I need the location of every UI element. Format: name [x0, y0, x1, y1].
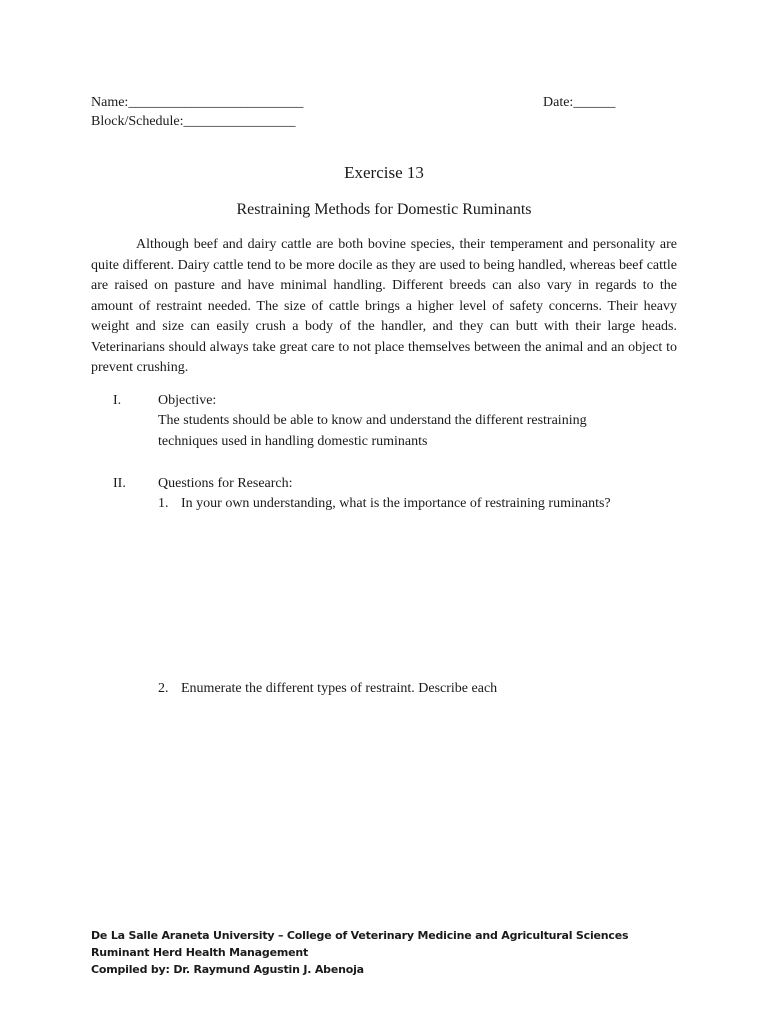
question-number: 1. [158, 496, 169, 511]
section-heading-objective: Objective: [158, 393, 217, 408]
question-text: In your own understanding, what is the importance of restraining ruminants? [181, 496, 611, 511]
footer-institution: De La Salle Araneta University – College of Veterinary Medicine and Agricultural Sciences [91, 929, 629, 942]
question-text: Enumerate the different types of restraint. Describe each [181, 681, 498, 696]
name-field: Name:_________________________ [91, 95, 304, 110]
footer-course: Ruminant Herd Health Management [91, 946, 309, 959]
exercise-subtitle: Restraining Methods for Domestic Ruminants [236, 201, 532, 218]
objective-text-line: techniques used in handling domestic ruminants [158, 434, 428, 449]
intro-paragraph: Although beef and dairy cattle are both bovine species, their temperament and personality are quite different. Dairy cattle tend to be more docile as they are used to being handled, whereas beef cattle are raised on pasture and have minimal handling. Different breeds can also vary in regards to the amount of restraint needed. The size of cattle brings a higher level of safety concerns. Their heavy weight and size can easily crush a body of the handler, and they can butt with their large heads. Veterinarians should always take great care to not place themselves between the animal and an object to prevent crushing. [91, 237, 677, 375]
section-heading-questions: Questions for Research: [158, 476, 293, 491]
date-field: Date:______ [543, 95, 616, 110]
objective-text-line: The students should be able to know and understand the different restraining [158, 413, 587, 428]
exercise-title: Exercise 13 [344, 163, 424, 182]
section-numeral-objective: I. [113, 393, 122, 408]
footer-compiler: Compiled by: Dr. Raymund Agustin J. Abenoja [91, 963, 364, 976]
block-schedule-field: Block/Schedule:________________ [91, 114, 296, 129]
question-number: 2. [158, 681, 169, 696]
page-footer [91, 927, 628, 978]
section-numeral-questions: II. [113, 476, 126, 491]
